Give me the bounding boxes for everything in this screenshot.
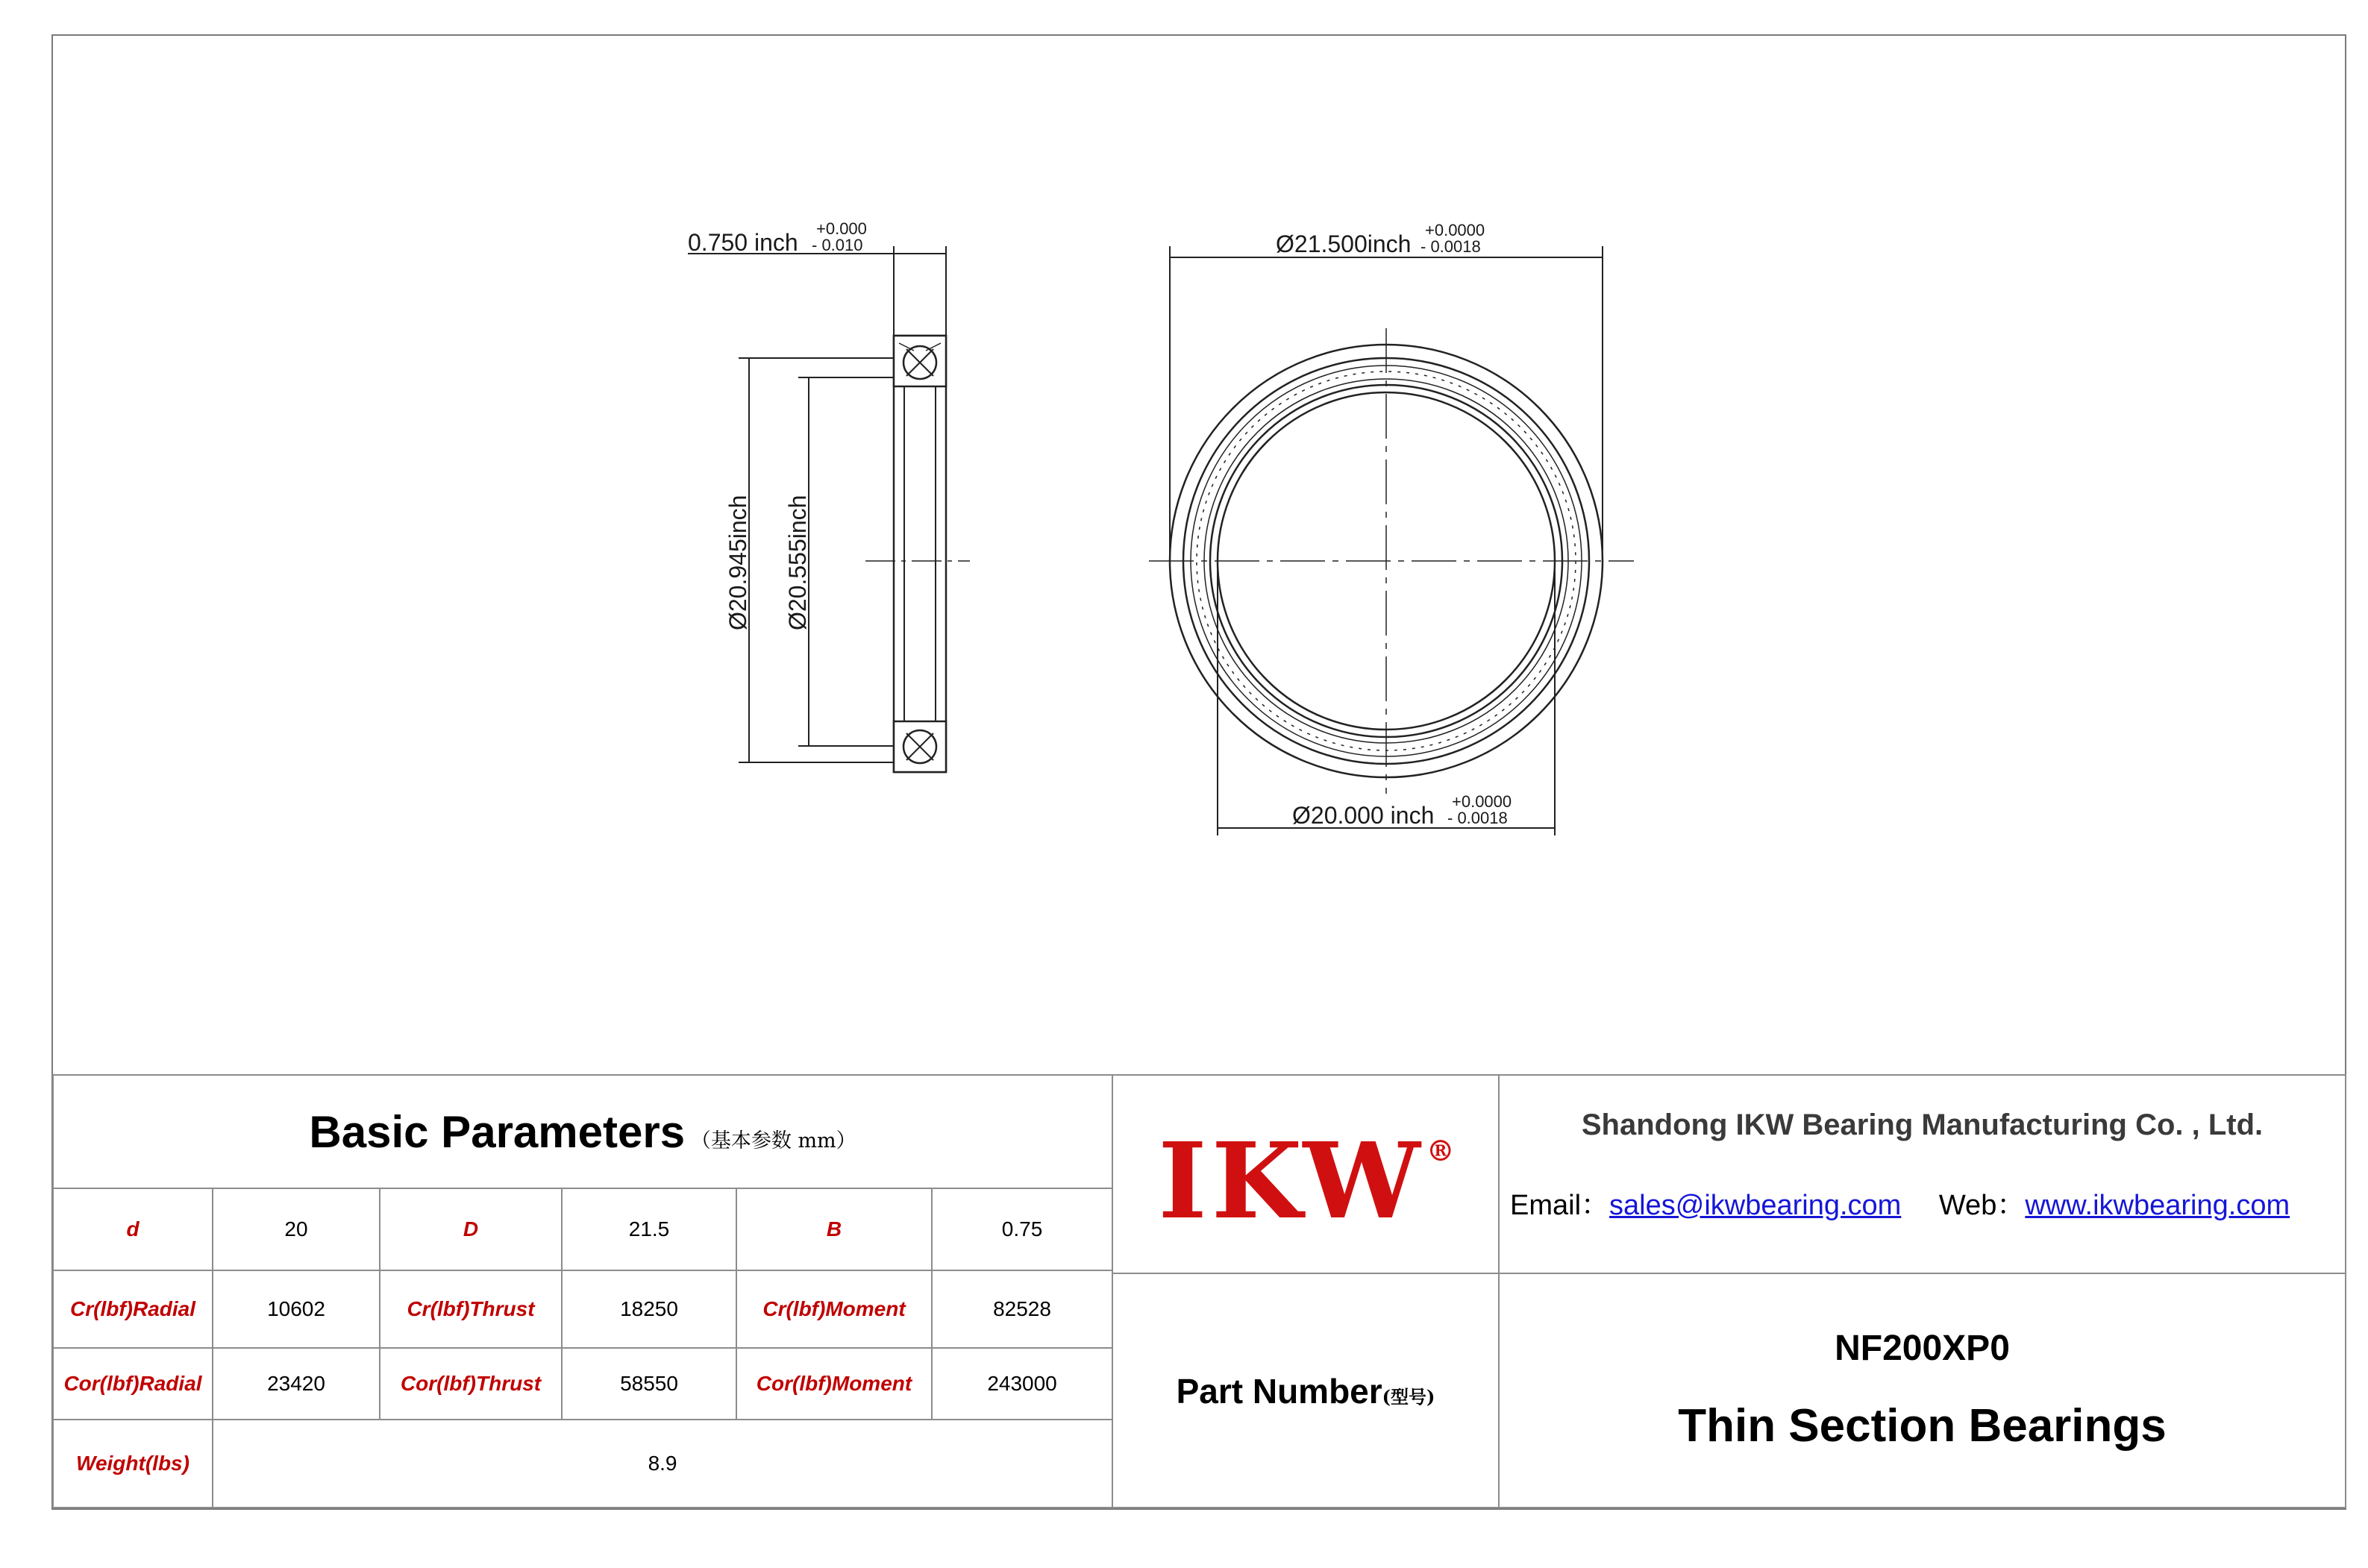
param-value-d: 20: [213, 1188, 380, 1270]
side-width-label: 0.750 inch: [688, 229, 798, 256]
logo-cell: [1112, 1074, 1500, 1274]
param-value-cor-radial: 23420: [213, 1348, 380, 1420]
parameters-subtitle: （基本参数 mm）: [690, 1129, 856, 1153]
ikw-logo: [1113, 1120, 1498, 1243]
product-type: Thin Section Bearings: [1678, 1400, 2167, 1452]
param-value-cor-moment: 243000: [932, 1348, 1112, 1420]
param-value-weight: 8.9: [213, 1420, 1112, 1508]
part-number-label-cn: (型号): [1382, 1386, 1435, 1408]
email-link[interactable]: sales@ikwbearing.com: [1609, 1190, 1902, 1221]
param-label-cor-radial: Cor(lbf)Radial: [53, 1348, 213, 1420]
model-number: NF200XP0: [1835, 1329, 2010, 1368]
param-value-D: 21.5: [562, 1188, 736, 1270]
front-inner-dia-tol-lower: - 0.0018: [1447, 809, 1508, 827]
part-number-label-cell: [1112, 1273, 1500, 1508]
front-outer-dia-label: Ø21.500inch: [1276, 231, 1412, 257]
logo-text: IKW: [1158, 1120, 1425, 1243]
param-label-cor-moment: Cor(lbf)Moment: [736, 1348, 932, 1420]
parameters-title: Basic Parameters: [309, 1106, 686, 1157]
param-label-D: D: [380, 1188, 562, 1270]
basic-parameters-table: [52, 1074, 1113, 1508]
front-outer-dia-tol-upper: +0.0000: [1425, 221, 1485, 239]
email-label: Email：: [1510, 1190, 1610, 1221]
side-view-body: [894, 336, 946, 772]
param-label-B: B: [736, 1188, 932, 1270]
side-view: [865, 336, 970, 772]
param-value-cr-radial: 10602: [213, 1270, 380, 1348]
front-outer-dia-tol-lower: - 0.0018: [1421, 237, 1481, 256]
parameters-title-cell: [53, 1075, 1112, 1188]
registered-mark: ®: [1426, 1134, 1455, 1167]
side-width-tol-lower: - 0.010: [812, 236, 863, 254]
contact-line: [1510, 1182, 2338, 1223]
param-label-cr-thrust: Cr(lbf)Thrust: [380, 1270, 562, 1348]
param-label-weight: Weight(lbs): [53, 1420, 213, 1508]
web-label: Web：: [1938, 1190, 2026, 1221]
param-value-B: 0.75: [932, 1188, 1112, 1270]
side-outer-dia-label: Ø20.945inch: [724, 495, 751, 630]
param-value-cor-thrust: 58550: [562, 1348, 736, 1420]
web-link[interactable]: www.ikwbearing.com: [2025, 1190, 2290, 1221]
front-inner-dia-tol-upper: +0.0000: [1452, 792, 1512, 811]
front-inner-dia-label: Ø20.000 inch: [1292, 802, 1435, 829]
model-cell: [1498, 1273, 2346, 1508]
side-width-tol-upper: +0.000: [816, 219, 867, 238]
param-label-d: d: [53, 1188, 213, 1270]
part-number-label: [1113, 1371, 1498, 1411]
company-name: Shandong IKW Bearing Manufacturing Co. , Ltd.: [1581, 1108, 2264, 1141]
part-number-text: Part Number: [1176, 1372, 1382, 1411]
side-inner-dia-label: Ø20.555inch: [784, 495, 811, 630]
company-cell: [1498, 1074, 2346, 1274]
param-label-cor-thrust: Cor(lbf)Thrust: [380, 1348, 562, 1420]
param-label-cr-radial: Cr(lbf)Radial: [53, 1270, 213, 1348]
param-value-cr-thrust: 18250: [562, 1270, 736, 1348]
param-value-cr-moment: 82528: [932, 1270, 1112, 1348]
front-view: [1149, 328, 1634, 794]
param-label-cr-moment: Cr(lbf)Moment: [736, 1270, 932, 1348]
